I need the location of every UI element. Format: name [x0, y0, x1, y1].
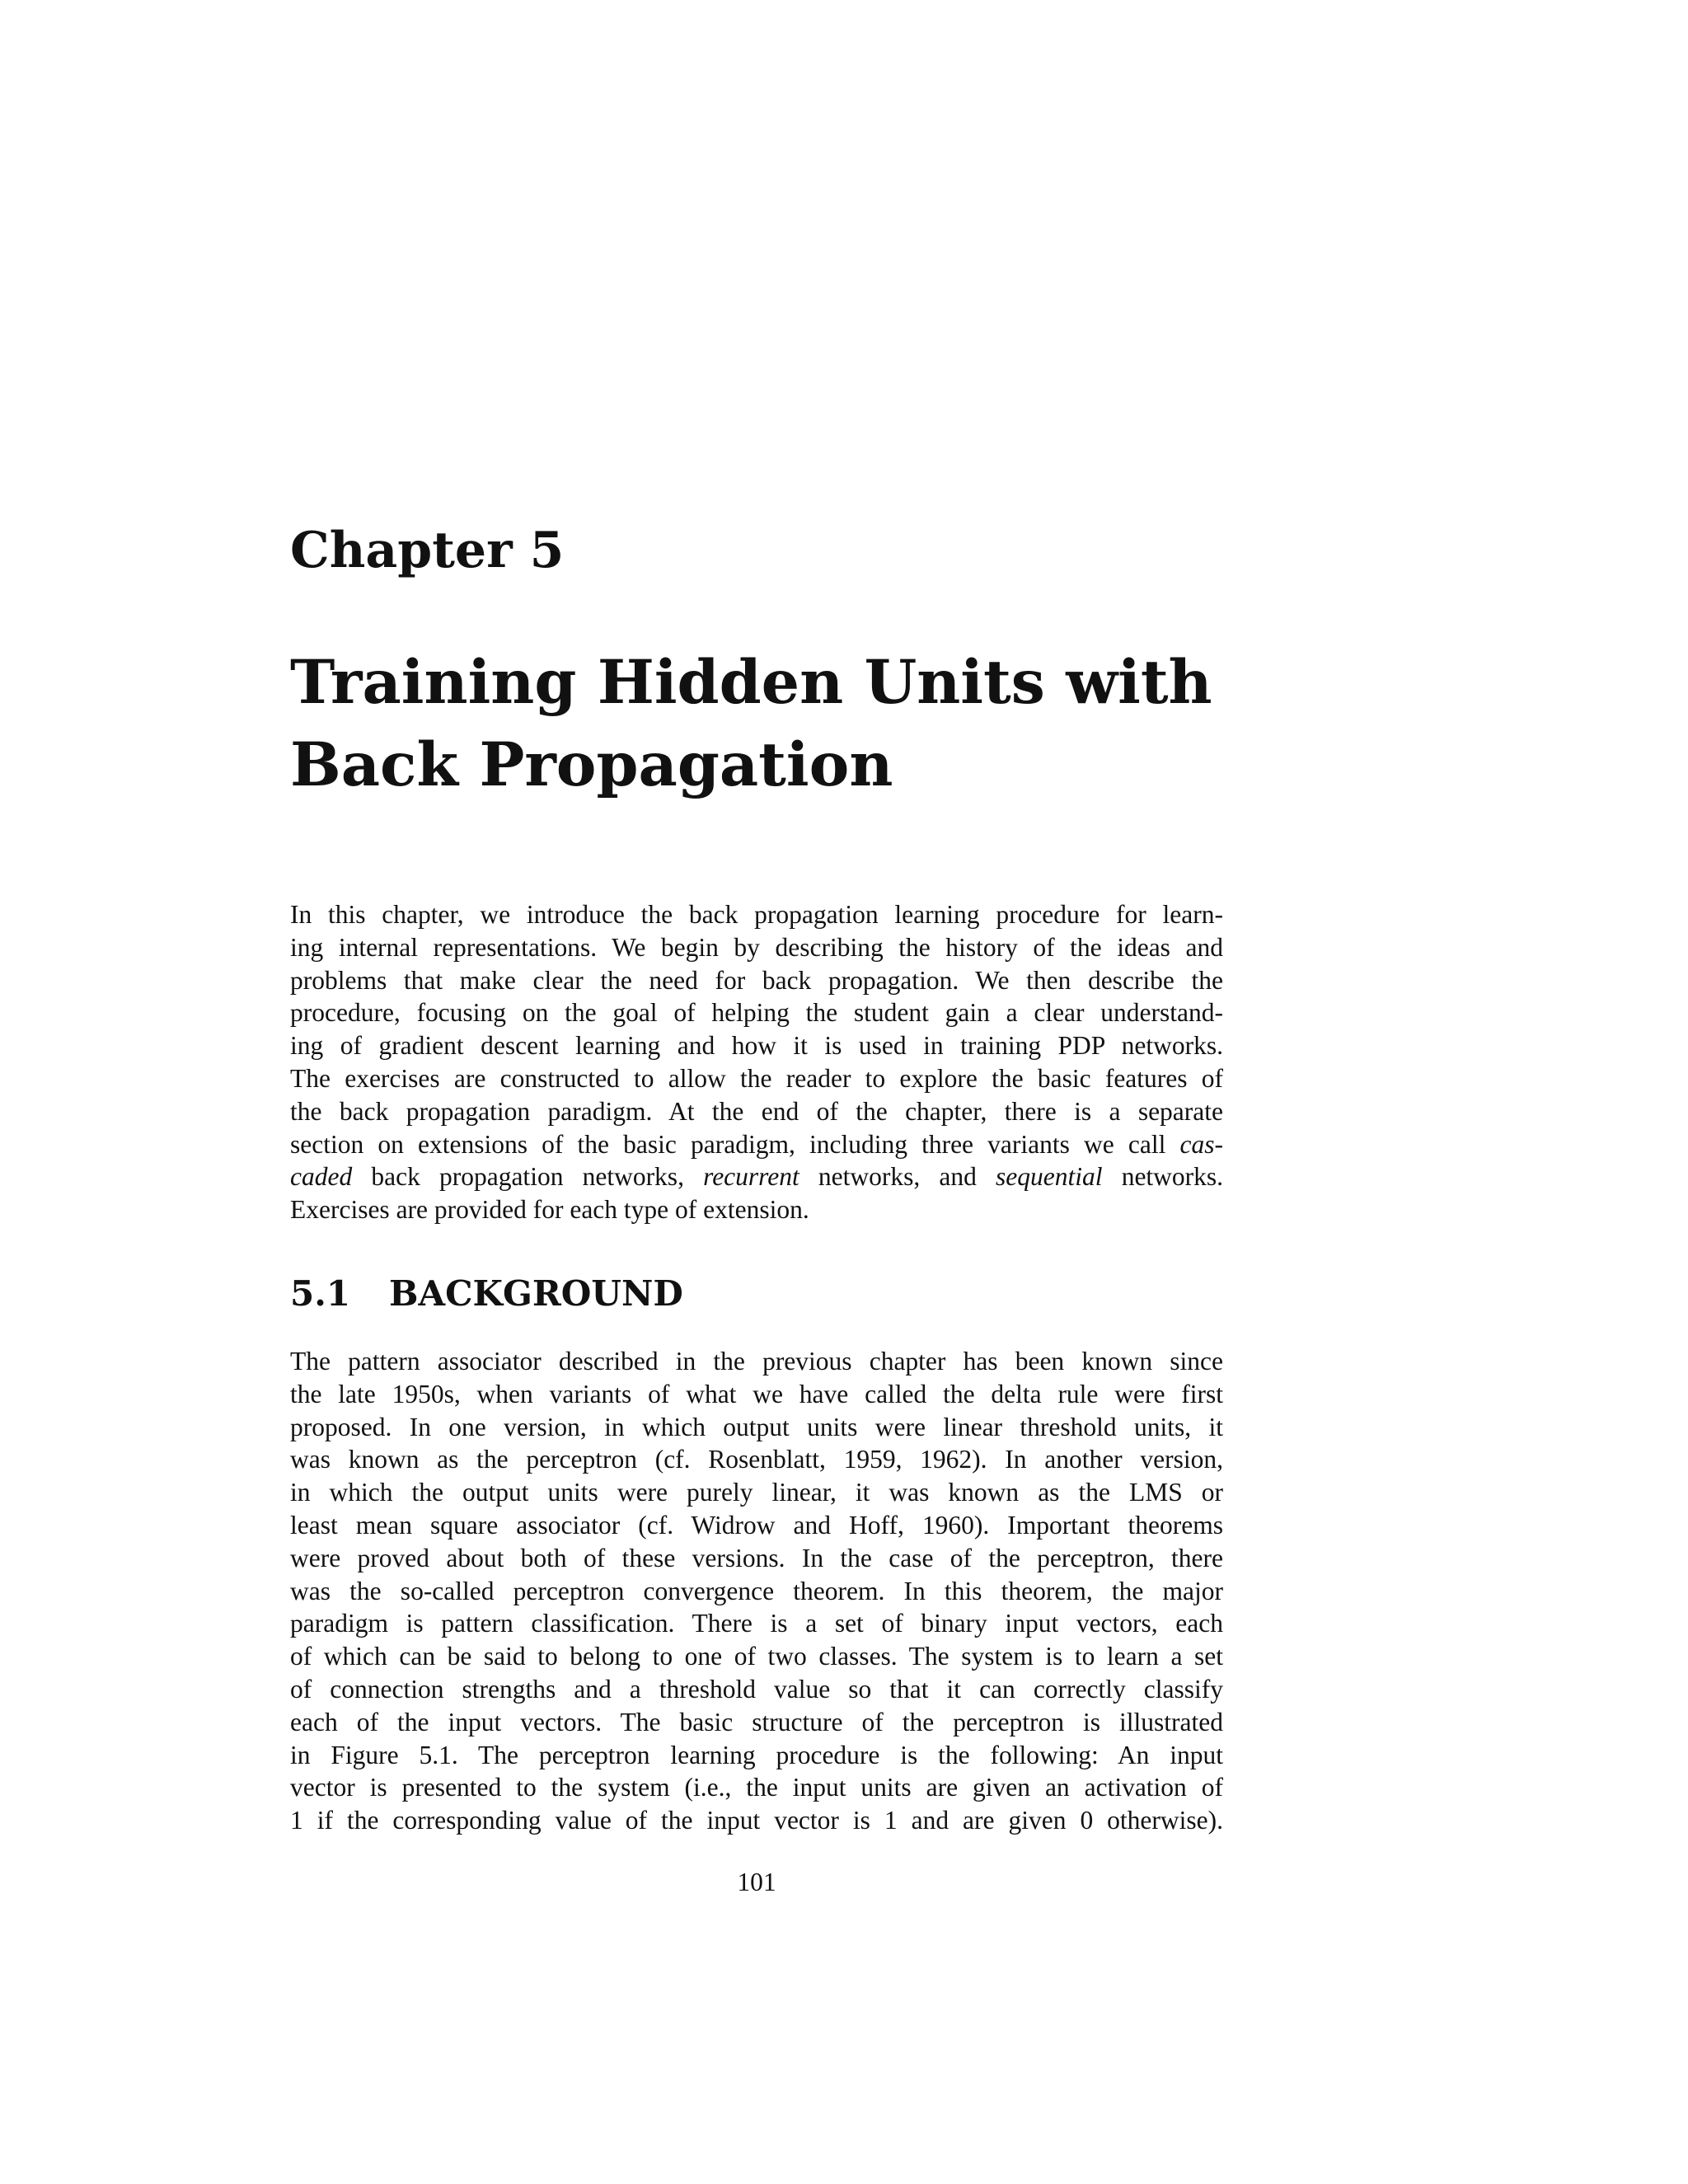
text-line: ing internal representations. We begin by describing the history of the ideas and: [290, 932, 1223, 962]
text-run: back propagation networks,: [371, 1162, 684, 1192]
text-line: was the so-called perceptron convergence theorem. In this theorem, the major: [290, 1576, 1223, 1605]
text-line: were proved about both of these versions. In the case of the perceptron, there: [290, 1543, 1223, 1572]
chapter-title: [290, 641, 1362, 806]
text-line: of connection strengths and a threshold value so that it can correctly classify: [290, 1674, 1223, 1704]
text-line: the back propagation paradigm. At the end of the chapter, there is a separate: [290, 1096, 1223, 1126]
chapter-label: Chapter 5: [290, 522, 565, 579]
text-line: problems that make clear the need for back propagation. We then describe the: [290, 965, 1223, 995]
chapter-title-line: Back Propagation: [290, 729, 893, 800]
page-number: 101: [737, 1868, 776, 1896]
text-line: proposed. In one version, in which output units were linear threshold units, it: [290, 1412, 1223, 1441]
text-line: was known as the perceptron (cf. Rosenblatt, 1959, 1962). In another version,: [290, 1445, 1223, 1474]
text-line: The pattern associator described in the previous chapter has been known since: [290, 1347, 1223, 1376]
background-paragraph: [290, 1345, 1223, 1837]
text-line: in which the output units were purely linear, it was known as the LMS or: [290, 1478, 1223, 1507]
text-run: networks, and: [818, 1162, 977, 1192]
text-line: Exercises are provided for each type of extension.: [290, 1195, 809, 1225]
text-line: paradigm is pattern classification. There is a set of binary input vectors, each: [290, 1609, 1223, 1638]
text-line: vector is presented to the system (i.e., the input units are given an activation of: [290, 1773, 1223, 1802]
text-run: networks.: [1121, 1162, 1224, 1192]
text-line: in Figure 5.1. The perceptron learning procedure is the following: An input: [290, 1740, 1223, 1769]
emphasis-cascaded-start: cas-: [1179, 1129, 1223, 1159]
text-line: In this chapter, we introduce the back propagation learning procedure for learn-: [290, 900, 1223, 929]
section-title: BACKGROUND: [389, 1273, 683, 1314]
text-line: each of the input vectors. The basic structure of the perceptron is illustrated: [290, 1707, 1223, 1736]
text-line: 1 if the corresponding value of the input vector is 1 and are given 0 otherwise).: [290, 1806, 1223, 1835]
chapter-title-line: Training Hidden Units with: [290, 647, 1212, 718]
text-line: of which can be said to belong to one of two classes. The system is to learn a set: [290, 1642, 1223, 1671]
text-run: section on extensions of the basic paradigm, including three variants we call: [290, 1129, 1166, 1159]
section-heading: [290, 1269, 683, 1319]
text-line: least mean square associator (cf. Widrow and Hoff, 1960). Important theorems: [290, 1510, 1223, 1540]
text-line: [290, 1160, 1223, 1193]
emphasis-cascaded-end: caded: [290, 1162, 353, 1192]
intro-paragraph: [290, 898, 1223, 1226]
text-line: procedure, focusing on the goal of helping the student gain a clear understand-: [290, 998, 1223, 1028]
text-line: ing of gradient descent learning and how it is used in training PDP networks.: [290, 1031, 1223, 1061]
section-number: 5.1: [290, 1273, 351, 1314]
text-line: the late 1950s, when variants of what we have called the delta rule were first: [290, 1379, 1223, 1408]
text-line: The exercises are constructed to allow the reader to explore the basic features of: [290, 1063, 1223, 1093]
text-line: [290, 1128, 1223, 1161]
emphasis-sequential: sequential: [996, 1162, 1103, 1192]
emphasis-recurrent: recurrent: [703, 1162, 799, 1192]
